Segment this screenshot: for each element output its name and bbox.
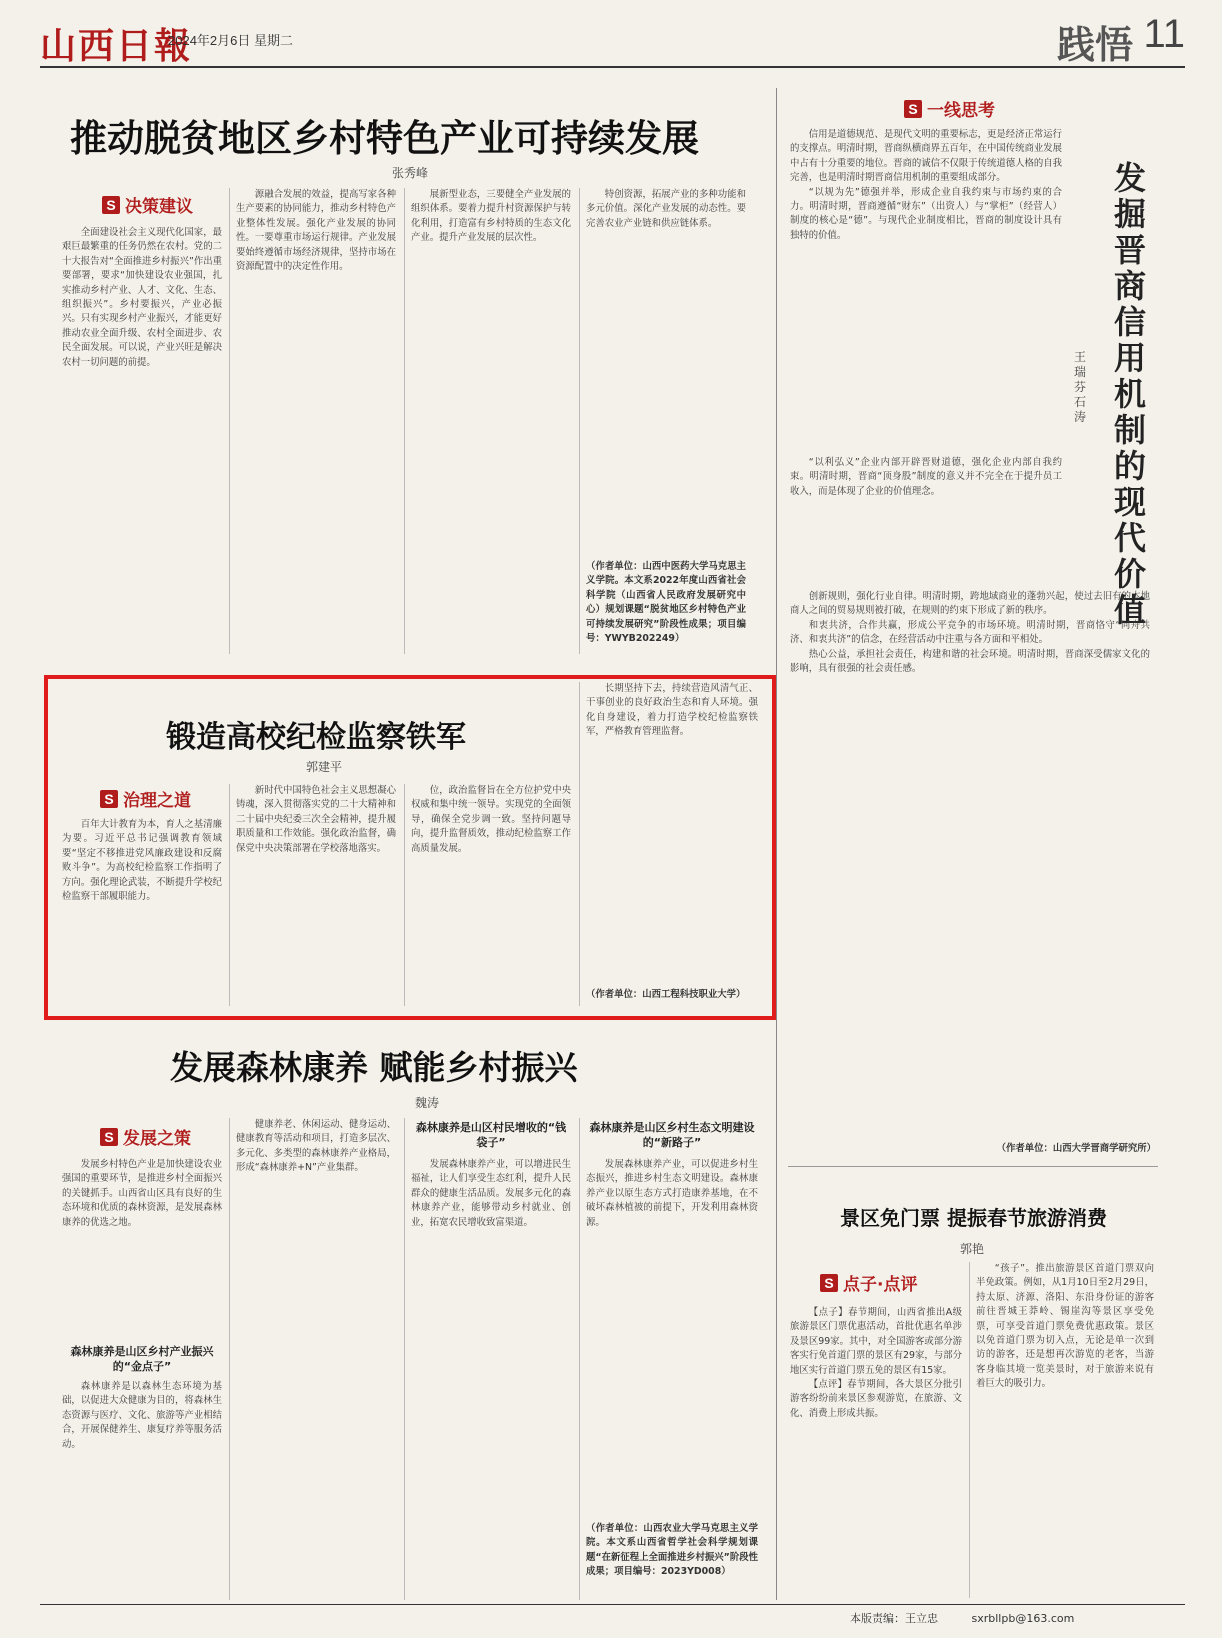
- paragraph: 长期坚持下去，持续营造风清气正、干事创业的良好政治生态和育人环境。强化自身建设，着力打造学校纪检监察铁军，严格教育管理监督。: [586, 683, 758, 738]
- article2-tag: [100, 786, 191, 811]
- article3-author: 魏涛: [415, 1096, 440, 1110]
- article5-tag-label: 点子·点评: [843, 1275, 918, 1295]
- paragraph: 森林康养是以森林生态环境为基础，以促进大众健康为目的，将森林生态资源与医疗、文化、旅游等产业相结合，开展保健养生、康复疗养等服务活动。: [62, 1381, 222, 1450]
- article5-title: 景区免门票 提振春节旅游消费: [840, 1206, 1107, 1230]
- article2-column-2: [236, 784, 396, 1008]
- article4-tag-label: 一线思考: [927, 101, 995, 121]
- article5-column-1: [790, 1306, 962, 1598]
- paragraph: 【点子】春节期间，山西省推出A级旅游景区门票优惠活动，首批优惠名单涉及景区99家。其中，对全国游客或部分游客实行免首道门票的景区有29家，与部分地区实行首道门票五免的景区有15家。: [790, 1307, 962, 1376]
- column-rule: [579, 682, 580, 1006]
- paragraph: 和衷共济，合作共赢，形成公平竞争的市场环境。明清时期，晋商恪守“同舟共济、和衷共济”的信念，在经营活动中注重与各方面和平相处。: [790, 619, 1150, 646]
- paragraph: 特创资源，拓展产业的多种功能和多元价值。深化产业发展的动态性。要完善农业产业链和供应链体系。: [586, 189, 746, 229]
- article1-author: 张秀峰: [392, 166, 429, 180]
- article2-note: [586, 988, 758, 1006]
- paragraph: 【点评】春节期间，各大景区分批引游客纷纷前来景区参观游览，在旅游、文化、消费上形成共振。: [790, 1379, 962, 1419]
- section-s-icon: S: [100, 790, 118, 808]
- article3-column-4: [586, 1158, 758, 1518]
- section-name: 践悟: [1056, 22, 1133, 67]
- article3-column-1b: [62, 1380, 222, 1598]
- article5-column-2: [976, 1262, 1154, 1598]
- footer-editor: 本版责编：王立忠: [850, 1612, 938, 1625]
- article4-column-a: [790, 128, 1062, 450]
- column-rule: [579, 188, 580, 654]
- column-rule: [229, 784, 230, 1006]
- author-note: （作者单位：山西大学晋商学研究所）: [996, 1143, 1156, 1154]
- author-note: （作者单位：山西农业大学马克思主义学院。本文系山西省哲学社会科学规划课题“在新征程上全面推进乡村振兴”阶段性成果；项目编号：2023YD008）: [586, 1523, 758, 1578]
- article1-title: 推动脱贫地区乡村特色产业可持续发展: [70, 116, 699, 160]
- column-rule: [404, 188, 405, 654]
- article3-column-2: [236, 1118, 396, 1598]
- paragraph: “以利弘义”企业内部开辟晋财道德，强化企业内部自我约束。明清时期，晋商“顶身股”制度的意义并不完全在于提升员工收入，而是体现了企业的价值理念。: [790, 457, 1062, 497]
- newspaper-logo: 山西日報: [40, 25, 193, 67]
- paragraph: 源融合发展的效益，提高写家各种生产要素的协同能力，推动乡村特色产业整体性发展。强化产业发展的协同性。一要尊重市场运行规律。产业发展要始终遵循市场经济规律，坚持市场在资源配置中的决定性作用。: [236, 189, 396, 273]
- column-rule: [229, 188, 230, 654]
- article4-author-vertical: 王瑞芬 石涛: [1073, 350, 1086, 424]
- article2-column-3: [411, 784, 571, 1008]
- paragraph: 发展乡村特色产业是加快建设农业强国的重要环节，是推进乡村全面振兴的关键抓手。山西省山区具有良好的生态环境和优质的森林资源，是发展森林康养的优选之地。: [62, 1159, 222, 1228]
- issue-date: 2024年2月6日 星期二: [168, 33, 293, 48]
- article3-column-3: [411, 1158, 571, 1598]
- paragraph: 展新型业态，三要健全产业发展的组织体系。要着力提升村资源保护与转化利用，打造富有乡村特质的生态文化产业。提升产业发展的层次性。: [411, 189, 571, 244]
- paragraph: 发展森林康养产业，可以增进民生福祉，让人们享受生态红利，提升人民群众的健康生活品质。发展多元化的森林康养产业，能够带动乡村就业、创业，拓宽农民增收致富渠道。: [411, 1159, 571, 1228]
- article3-column-1: [62, 1158, 222, 1338]
- section-s-icon: S: [100, 1128, 118, 1146]
- article2-column-4: [586, 682, 758, 982]
- column-rule: [969, 1262, 970, 1598]
- section-s-icon: S: [904, 100, 922, 118]
- section-divider: [788, 1166, 1158, 1167]
- footer-email[interactable]: sxrbllpb@163.com: [971, 1612, 1075, 1625]
- paragraph: 信用是道德规范、是现代文明的重要标志，更是经济正常运行的支撑点。明清时期，晋商纵横商界五百年，在中国传统商业发展中占有十分重要的地位。晋商的诚信不仅限于传统道德人格的自我完善，也是明清时期晋商信用机制的重要组成部分。: [790, 129, 1062, 184]
- paragraph: “以规为先”德强并举，形成企业自我约束与市场约束的合力。明清时期，晋商遵循“财东”（出资人）与“掌柜”（经营人）制度的核心是“德”。与现代企业制度相比，晋商的制度设计具有独特的价值。: [790, 186, 1062, 241]
- article1-column-2: [236, 188, 396, 653]
- paragraph: 位，政治监督旨在全方位护党中央权威和集中统一领导。实现党的全面领导，确保全党步调一致。坚持问题导向，提升监督质效，推动纪检监察工作高质量发展。: [411, 785, 571, 854]
- paragraph: 发展森林康养产业，可以促进乡村生态振兴，推进乡村生态文明建设。森林康养产业以原生态方式打造康养基地，在不破坏森林植被的前提下，开发利用森林资源。: [586, 1159, 758, 1228]
- masthead: [40, 12, 1185, 68]
- column-rule: [404, 1118, 405, 1600]
- article3-tag: [100, 1124, 191, 1149]
- article1-tag: [102, 192, 193, 217]
- footer-rule: [40, 1604, 1185, 1605]
- paragraph: 全面建设社会主义现代化国家，最艰巨最繁重的任务仍然在农村。党的二十大报告对“全面推进乡村振兴”作出重要部署，要求“加快建设农业强国，扎实推动乡村产业、人才、文化、生态、组织振兴”。乡村要振兴，产业必振兴。只有实现乡村产业振兴，才能更好推动农业全面升级、农村全面进步、农民全面发展。可以说，产业兴旺是解决农村一切问题的前提。: [62, 227, 222, 368]
- paragraph: 健康养老、休闲运动、健身运动、健康教育等活动和项目，打造多层次、多元化、多类型的森林康养产业格局，形成“森林康养+N”产业集群。: [236, 1119, 396, 1174]
- article5-author: 郭艳: [960, 1242, 985, 1256]
- article1-note: [586, 560, 746, 654]
- article1-column-3: [411, 188, 571, 653]
- footer: [850, 1610, 1074, 1626]
- article2-tag-label: 治理之道: [123, 791, 191, 811]
- article3-subhead-2: 森林康养是山区村民增收的“钱袋子”: [415, 1121, 567, 1149]
- column-rule: [229, 1118, 230, 1600]
- paragraph: 新时代中国特色社会主义思想凝心铸魂，深入贯彻落实党的二十大精神和二十届中央纪委三次全会精神，提升履职质量和工作效能。强化政治监督，确保党中央决策部署在学校落地落实。: [236, 785, 396, 854]
- article1-column-1: [62, 226, 222, 651]
- article4-note: [960, 1142, 1156, 1160]
- article3-subhead-3: 森林康养是山区乡村生态文明建设的“新路子”: [589, 1121, 755, 1149]
- section-s-icon: S: [102, 196, 120, 214]
- article3-title: 发展森林康养 赋能乡村振兴: [170, 1048, 578, 1087]
- section-s-icon: S: [820, 1274, 838, 1292]
- author-note: （作者单位：山西中医药大学马克思主义学院。本文系2022年度山西省社会科学院（山西省人民政府发展研究中心）规划课题“脱贫地区乡村特色产业可持续发展研究”阶段性成果；项目编号：YWYB202249）: [586, 561, 746, 645]
- article4-title-vertical: 发掘晋商信用机制的现代价值: [1113, 159, 1146, 629]
- article4-column-c: [790, 590, 1150, 1130]
- column-rule: [579, 1118, 580, 1600]
- article2-author: 郭建平: [306, 760, 343, 774]
- article3-subhead-1: 森林康养是山区乡村产业振兴的“金点子”: [70, 1345, 214, 1373]
- author-note: （作者单位：山西工程科技职业大学）: [586, 989, 746, 1000]
- paragraph: “孩子”。推出旅游景区首道门票双向半免政策。例如，从1月10日至2月29日，持太原、济源、洛阳、东沿身份证的游客前往晋城王莽岭、锡崖沟等景区享受免票，可享受首道门票免费优惠政策。景区以免首道门票为切入点，无论是单一次到访的游客，还是想再次游览的老客，当游客身临其境一览美景时，对于旅游来说有着巨大的吸引力。: [976, 1263, 1154, 1390]
- page-divider: [776, 88, 777, 1600]
- column-rule: [404, 784, 405, 1006]
- article4-tag: [904, 96, 995, 121]
- article1-column-4: [586, 188, 746, 558]
- article2-title: 锻造高校纪检监察铁军: [166, 720, 466, 755]
- article3-note: [586, 1522, 758, 1598]
- paragraph: 创新规则，强化行业自律。明清时期，跨地域商业的蓬勃兴起，使过去旧有的本地商人之间的贸易规则被打破，在规则的约束下形成了新的秩序。: [790, 591, 1150, 617]
- paragraph: 热心公益，承担社会责任，构建和谐的社会环境。明清时期，晋商深受儒家文化的影响，具有很强的社会责任感。: [790, 648, 1150, 675]
- article3-tag-label: 发展之策: [123, 1129, 191, 1149]
- article4-column-b: [790, 456, 1062, 586]
- article2-column-1: [62, 818, 222, 1008]
- article5-tag: [820, 1270, 917, 1295]
- paragraph: 百年大计教育为本，育人之基清廉为要。习近平总书记强调教育领域要“坚定不移推进党风廉政建设和反腐败斗争”。为高校纪检监察工作指明了方向。强化理论武装，不断提升学校纪检监察干部履职能力。: [62, 819, 222, 903]
- article1-tag-label: 决策建议: [125, 197, 193, 217]
- page-number: 11: [1143, 12, 1185, 56]
